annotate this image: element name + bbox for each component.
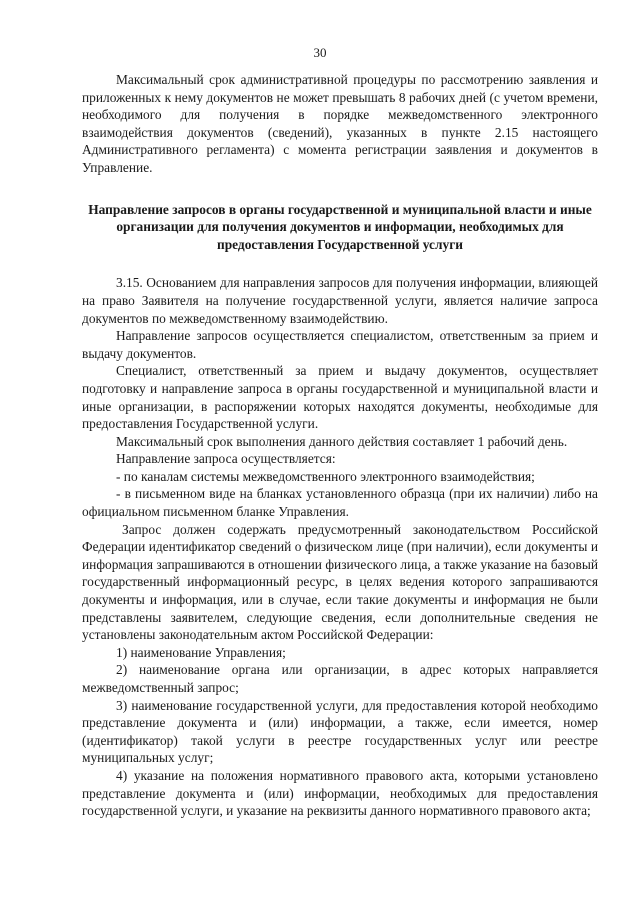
paragraph-request-methods: Направление запроса осуществляется:	[116, 451, 336, 467]
list-item-4: 4) указание на положения нормативного правового акта, которыми установлено представление документа и (или) информации, необходимых для предоставления государственной услуги, и указание на реквизиты данного нормативного правового акта;	[82, 767, 598, 819]
section-title: Направление запросов в органы государственной и муниципальной власти и иные организации для получения документов и информации, необходимых для предоставления Государственной услуги	[88, 201, 592, 252]
list-item-3: 3) наименование государственной услуги, для предоставления которой необходимо представление документа и (или) информации, а также, если имеется, номер (идентификатор) такой услуги в реестре государственных услуг или реестре муниципальных услуг;	[82, 697, 598, 766]
paragraph-3-15: 3.15. Основанием для направления запросов для получения информации, влияющей на право Заявителя на получение государственной услуги, является наличие запроса документов по межведомственному взаимодействию.	[82, 275, 598, 326]
paragraph-specialist-prepares: Специалист, ответственный за прием и выдачу документов, осуществляет подготовку и направление запроса в органы государственной и муниципальной власти и иные организации, в распоряжении которых находятся документы, необходимые для предоставления Государственной услуги.	[82, 363, 598, 432]
list-item-written: - в письменном виде на бланках установленного образца (при их наличии) либо на официальном письменном бланке Управления.	[82, 486, 598, 520]
paragraph-specialist-responsible: Направление запросов осуществляется специалистом, ответственным за прием и выдачу документов.	[82, 328, 598, 361]
list-item-2: 2) наименование органа или организации, в адрес которых направляется межведомственный запрос;	[82, 662, 598, 695]
list-item-1: 1) наименование Управления;	[116, 644, 286, 660]
list-item-electronic: - по каналам системы межведомственного электронного взаимодействия;	[116, 468, 535, 484]
page-number: 30	[313, 45, 327, 60]
page-content	[82, 71, 598, 820]
paragraph-request-contents: Запрос должен содержать предусмотренный законодательством Российской Федерации идентификатор сведений о физическом лице (при наличии), если документы и информация запрашиваются в отношении физического лица, а также указание на базовый государственный информационный ресурс, в целях ведения которого запрашиваются документы и информация, или в случае, если такие документы и информация не были представлены заявителем, следующие сведения, если дополнительные сведения не установлены законодательным актом Российской Федерации:	[82, 521, 598, 643]
intro-paragraph: Максимальный срок административной процедуры по рассмотрению заявления и приложенных к нему документов не может превышать 8 рабочих дней (с учетом времени, необходимого для получения в порядке межведомственного электронного взаимодействия документов (сведений), указанных в пункте 2.15 настоящего Административного регламента) с момента регистрации заявления и документов в Управление.	[82, 72, 598, 175]
paragraph-max-term: Максимальный срок выполнения данного действия составляет 1 рабочий день.	[116, 433, 568, 449]
